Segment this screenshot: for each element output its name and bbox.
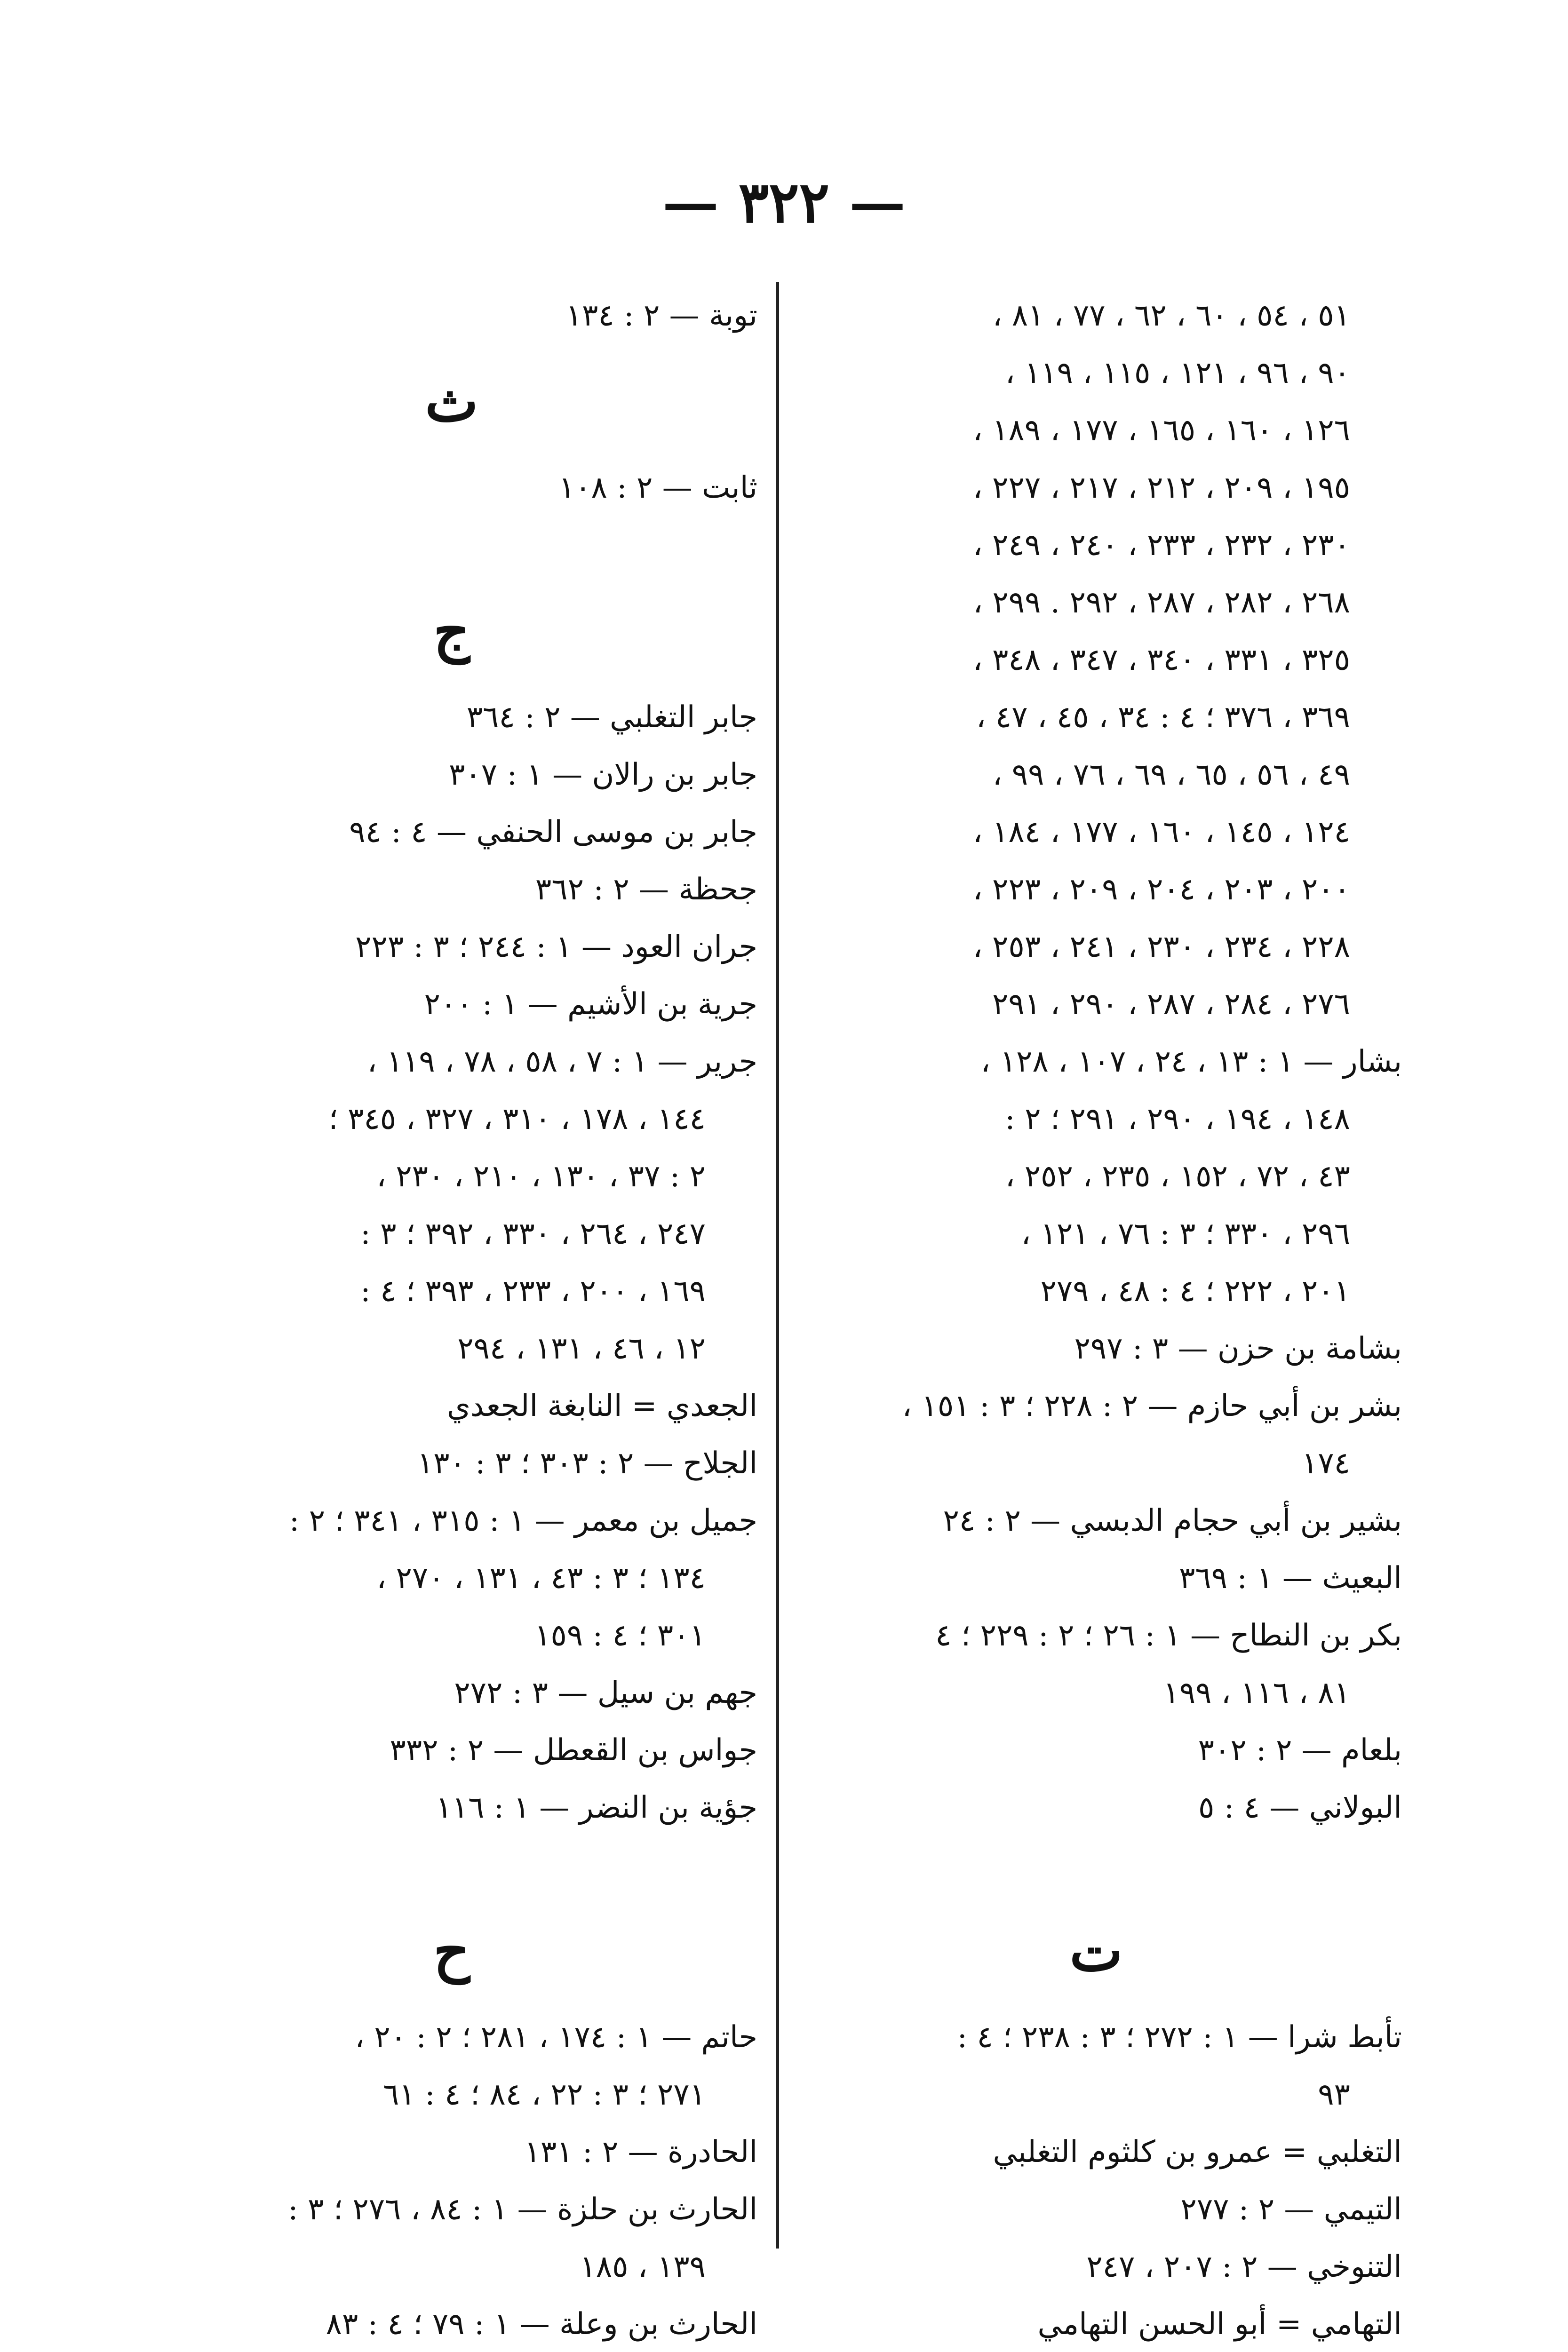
index-continuation-line: ٢٠١ ، ٢٢٢ ؛ ٤ : ٤٨ ، ٢٧٩ — [1040, 1274, 1350, 1309]
section-letter: ح — [433, 1918, 470, 1984]
index-entry: جابر بن رالان — ١ : ٣٠٧ — [448, 757, 757, 792]
section-letter: ت — [1069, 1918, 1123, 1984]
index-continuation-line: ٢٠٠ ، ٢٠٣ ، ٢٠٤ ، ٢٠٩ ، ٢٢٣ ، — [973, 872, 1350, 907]
index-entry: جميل بن معمر — ١ : ٣١٥ ، ٣٤١ ؛ ٢ : — [289, 1503, 757, 1538]
index-continuation-line: ١٩٥ ، ٢٠٩ ، ٢١٢ ، ٢١٧ ، ٢٢٧ ، — [973, 470, 1350, 505]
index-entry: توبة — ٢ : ١٣٤ — [565, 298, 757, 333]
index-entry: بشير بن أبي حجام الدبسي — ٢ : ٢٤ — [943, 1503, 1402, 1538]
index-entry: بشامة بن حزن — ٣ : ٢٩٧ — [1074, 1331, 1402, 1366]
index-entry: التهامي = أبو الحسن التهامي — [1037, 2307, 1402, 2342]
index-continuation-line: ٢٧١ ؛ ٣ : ٢٢ ، ٨٤ ؛ ٤ : ٦١ — [382, 2077, 706, 2112]
index-entry: بلعام — ٢ : ٣٠٢ — [1198, 1733, 1402, 1768]
index-continuation-line: ١٤٤ ، ١٧٨ ، ٣١٠ ، ٣٢٧ ، ٣٤٥ ؛ — [328, 1102, 706, 1136]
index-entry: التيمي — ٢ : ٢٧٧ — [1180, 2192, 1402, 2227]
index-entry: جواس بن القعطل — ٢ : ٣٣٢ — [390, 1733, 757, 1768]
index-continuation-line: ٢٧٦ ، ٢٨٤ ، ٢٨٧ ، ٢٩٠ ، ٢٩١ — [992, 987, 1350, 1022]
index-continuation-line: ٥١ ، ٥٤ ، ٦٠ ، ٦٢ ، ٧٧ ، ٨١ ، — [992, 298, 1350, 333]
index-continuation-line: ١٤٨ ، ١٩٤ ، ٢٩٠ ، ٢٩١ ؛ ٢ : — [1005, 1102, 1350, 1136]
index-entry: حاتم — ١ : ١٧٤ ، ٢٨١ ؛ ٢ : ٢٠ ، — [355, 2020, 757, 2055]
index-entry: بكر بن النطاح — ١ : ٢٦ ؛ ٢ : ٢٢٩ ؛ ٤ — [935, 1618, 1402, 1653]
index-continuation-line: ١٢٦ ، ١٦٠ ، ١٦٥ ، ١٧٧ ، ١٨٩ ، — [973, 413, 1350, 448]
index-continuation-line: ٩٠ ، ٩٦ ، ١٢١ ، ١١٥ ، ١١٩ ، — [1005, 356, 1350, 390]
index-continuation-line: ٤٩ ، ٥٦ ، ٦٥ ، ٦٩ ، ٧٦ ، ٩٩ ، — [992, 757, 1350, 792]
spacer — [790, 1836, 1402, 1894]
right-column — [790, 287, 1402, 2352]
index-entry: الحارث بن وعلة — ١ : ٧٩ ؛ ٤ : ٨٣ — [326, 2307, 757, 2342]
index-entry: الحادرة — ٢ : ١٣١ — [524, 2135, 757, 2169]
index-continuation-line: ٢ : ٣٧ ، ١٣٠ ، ٢١٠ ، ٢٣٠ ، — [376, 1159, 706, 1194]
index-entry: تأبط شرا — ١ : ٢٧٢ ؛ ٣ : ٢٣٨ ؛ ٤ : — [957, 2020, 1402, 2055]
index-entry: التغلبي = عمرو بن كلثوم التغلبي — [993, 2135, 1402, 2169]
index-continuation-line: ٢٢٨ ، ٢٣٤ ، ٢٣٠ ، ٢٤١ ، ٢٥٣ ، — [973, 930, 1350, 964]
section-letter: ج — [433, 598, 470, 664]
index-entry: بشر بن أبي حازم — ٢ : ٢٢٨ ؛ ٣ : ١٥١ ، — [902, 1389, 1402, 1423]
index-entry: الجعدي = النابغة الجعدي — [446, 1389, 757, 1423]
index-entry: جحظة — ٢ : ٣٦٢ — [535, 872, 757, 907]
index-entry: الجلاح — ٢ : ٣٠٣ ؛ ٣ : ١٣٠ — [417, 1446, 757, 1481]
index-continuation-line: ٢٤٧ ، ٢٦٤ ، ٣٣٠ ، ٣٩٢ ؛ ٣ : — [360, 1216, 706, 1251]
index-continuation-line: ٢٣٠ ، ٢٣٢ ، ٢٣٣ ، ٢٤٠ ، ٢٤٩ ، — [973, 528, 1350, 563]
spacer — [146, 516, 757, 574]
index-continuation-line: ٤٣ ، ٧٢ ، ١٥٢ ، ٢٣٥ ، ٢٥٢ ، — [1005, 1159, 1350, 1194]
index-continuation-line: ١٣٤ ؛ ٣ : ٤٣ ، ١٣١ ، ٢٧٠ ، — [376, 1561, 706, 1596]
index-continuation-line: ٣٢٥ ، ٣٣١ ، ٣٤٠ ، ٣٤٧ ، ٣٤٨ ، — [973, 643, 1350, 677]
index-entry: جرير — ١ : ٧ ، ٥٨ ، ٧٨ ، ١١٩ ، — [367, 1044, 757, 1079]
index-entry: جهم بن سيل — ٣ : ٢٧٢ — [454, 1676, 757, 1710]
index-entry: ثابت — ٢ : ١٠٨ — [558, 470, 757, 505]
index-entry: البعيث — ١ : ٣٦٩ — [1178, 1561, 1402, 1596]
index-continuation-line: ٣٦٩ ، ٣٧٦ ؛ ٤ : ٣٤ ، ٤٥ ، ٤٧ ، — [976, 700, 1350, 735]
index-continuation-line: ١٣٩ ، ١٨٥ — [580, 2249, 706, 2284]
index-entry: جؤية بن النضر — ١ : ١١٦ — [436, 1790, 757, 1825]
index-continuation-line: ١٢٤ ، ١٤٥ ، ١٦٠ ، ١٧٧ ، ١٨٤ ، — [973, 815, 1350, 850]
index-continuation-line: ٩٣ — [1318, 2077, 1350, 2112]
column-divider — [776, 282, 779, 2249]
index-entry: جابر بن موسى الحنفي — ٤ : ٩٤ — [349, 815, 757, 850]
left-column — [146, 287, 757, 2352]
index-entry: الحارث بن حلزة — ١ : ٨٤ ، ٢٧٦ ؛ ٣ : — [288, 2192, 757, 2227]
section-letter: ث — [425, 368, 478, 435]
index-continuation-line: ٣٠١ ؛ ٤ : ١٥٩ — [534, 1618, 706, 1653]
index-continuation-line: ١٦٩ ، ٢٠٠ ، ٢٣٣ ، ٣٩٣ ؛ ٤ : — [360, 1274, 706, 1309]
index-entry: جران العود — ١ : ٢٤٤ ؛ ٣ : ٢٢٣ — [355, 930, 757, 964]
index-continuation-line: ٢٩٦ ، ٣٣٠ ؛ ٣ : ٧٦ ، ١٢١ ، — [1021, 1216, 1350, 1251]
index-continuation-line: ٢٦٨ ، ٢٨٢ ، ٢٨٧ ، ٢٩٢ . ٢٩٩ ، — [973, 585, 1350, 620]
index-continuation-line: ١٢ ، ٤٦ ، ١٣١ ، ٢٩٤ — [457, 1331, 706, 1366]
index-continuation-line: ١٧٤ — [1301, 1446, 1350, 1481]
index-entry: بشار — ١ : ١٣ ، ٢٤ ، ١٠٧ ، ١٢٨ ، — [980, 1044, 1402, 1079]
index-entry: البولاني — ٤ : ٥ — [1198, 1790, 1402, 1825]
index-continuation-line: ٨١ ، ١١٦ ، ١٩٩ — [1163, 1676, 1350, 1710]
index-entry: التنوخي — ٢ : ٢٠٧ ، ٢٤٧ — [1086, 2249, 1402, 2284]
spacer — [146, 1836, 757, 1894]
page-number: — ٣٢٢ — — [662, 169, 906, 236]
index-entry: جابر التغلبي — ٢ : ٣٦٤ — [466, 700, 757, 735]
index-entry: جرية بن الأشيم — ١ : ٢٠٠ — [424, 987, 757, 1022]
